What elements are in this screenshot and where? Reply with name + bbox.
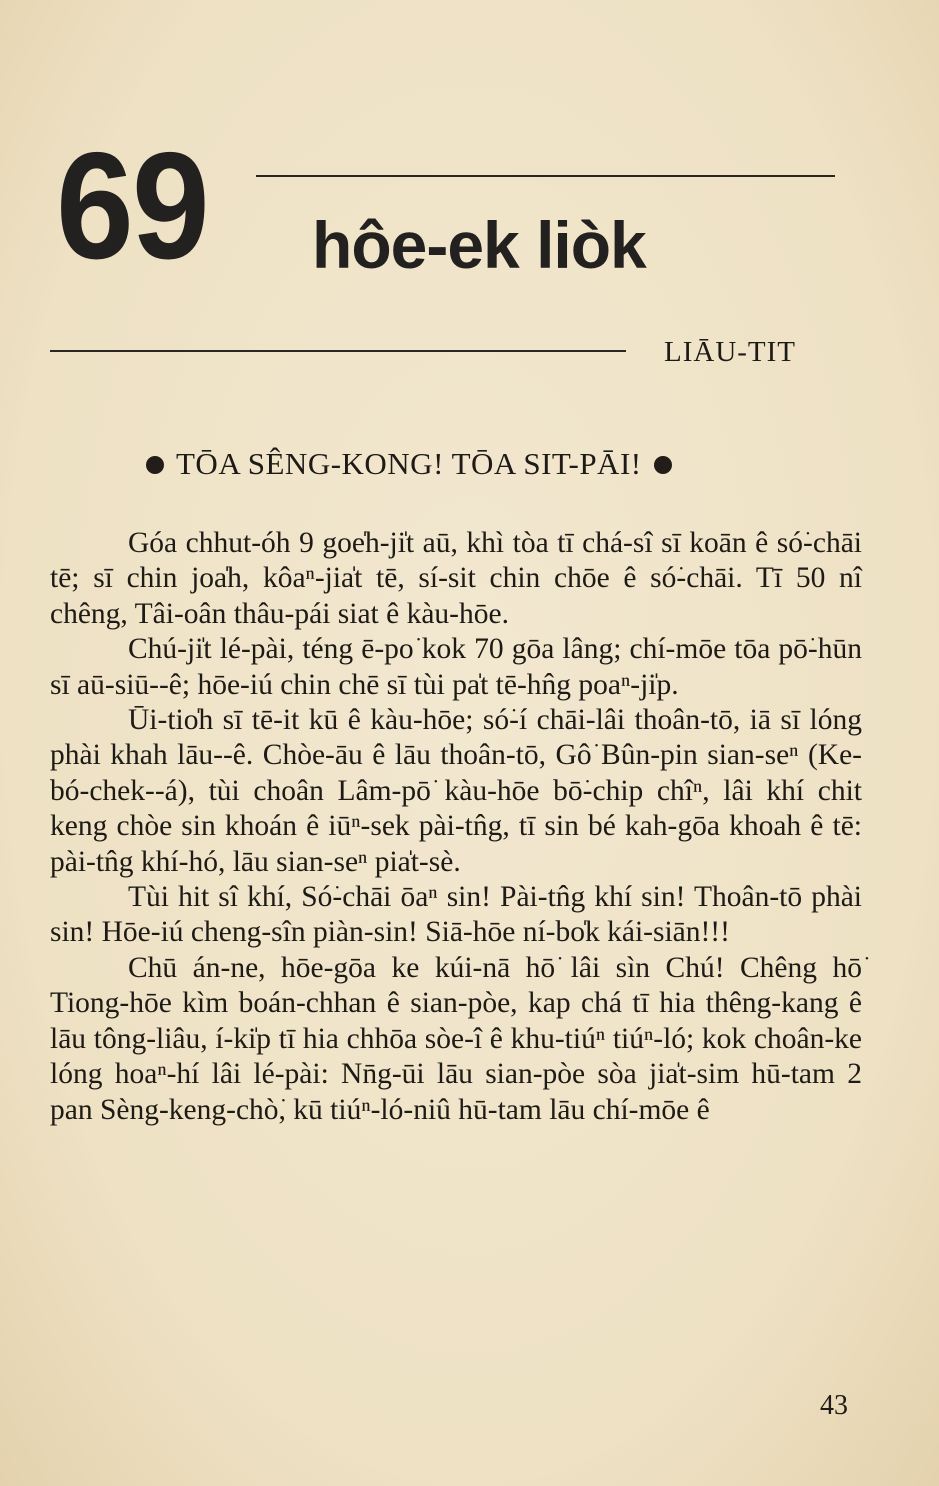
bullet-right-icon (654, 456, 672, 474)
subheading (146, 446, 786, 482)
author-name: LIĀU-TIT (664, 336, 797, 368)
page-number: 43 (820, 1390, 848, 1421)
paragraph-5: Chū án-ne, hōe-gōa ke kúi-nā hō͘ lâi sìn Chú! Chêng hō͘ Tiong-hōe kìm boán-chhan ê sian-pòe, kap chá tī hia thêng-kang ê lāu tông-liâu, í-ki̍p tī hia chhōa sòe-î ê khu-tiúⁿ tiúⁿ-ló; kok choân-ke lóng hoaⁿ-hí lâi lé-pài: Nn̄g-ūi lāu sian-pòe sòa jia̍t-sim hū-tam 2 pan Sèng-keng-chò͘, kū tiúⁿ-ló-niû hū-tam lāu chí-mōe ê (50, 951, 862, 1126)
chapter-title: hôe-ek liòk (312, 208, 646, 282)
paragraph-2: Chú-ji̍t lé-pài, téng ē-po͘ kok 70 gōa lâng; chí-mōe tōa pō͘-hūn sī aū-siū--ê; hōe-iú chin chē sī tùi pa̍t tē-hn̂g poaⁿ-ji̍p. (50, 633, 862, 701)
author-rule (50, 350, 626, 352)
chapter-number: 69 (56, 121, 208, 291)
paragraph-1: Góa chhut-óh 9 goe̍h-ji̍t aū, khì tòa tī chá-sî sī koān ê só͘-chāi tē; sī chin joa̍h, kôaⁿ-jia̍t tē, sí-sit chin chōe ê só͘-chāi. Tī 50 nî chêng, Tâi-oân thâu-pái siat ê kàu-hōe. (50, 527, 862, 630)
paragraph-3: Ūi-tio̍h sī tē-it kū ê kàu-hōe; só͘-í chāi-lâi thoân-tō, iā sī lóng phài khah lāu--ê. Chòe-āu ê lāu thoân-tō, Gô͘ Bûn-pin sian-seⁿ (Ke-bó-chek--á), tùi choân Lâm-pō͘ kàu-hōe bō͘-chip chîⁿ, lâi khí chit keng chòe sin khoán ê iūⁿ-sek pài-tn̂g, tī sin bé kah-gōa khoah ê tē: pài-tn̂g khí-hó, lāu sian-seⁿ pia̍t-sè. (50, 704, 862, 878)
paragraph-4: Tùi hit sî khí, Só͘-chāi ōaⁿ sin! Pài-tn̂g khí sin! Thoân-tō phài sin! Hōe-iú cheng-sîn piàn-sin! Siā-hōe ní-bo̍k kái-siān!!! (50, 881, 862, 949)
subheading-text: TŌA SÊNG-KONG! TŌA SIT-PĀI! (176, 446, 642, 481)
body-text (50, 526, 862, 1128)
title-rule-top (256, 175, 835, 177)
bullet-left-icon (146, 456, 164, 474)
